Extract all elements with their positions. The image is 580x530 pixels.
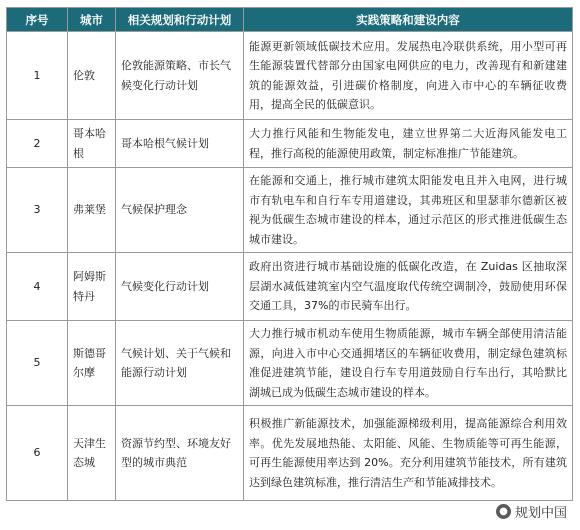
row-index: 5 (7, 321, 68, 406)
row-content: 大力推行风能和生物能发电，建立世界第二大近海风能发电工程，推行高税的能源使用政策，制定标准推广节能建筑。 (244, 120, 573, 168)
header-plan: 相关规划和行动计划 (116, 8, 244, 32)
row-plan: 气候保护理念 (116, 168, 244, 253)
row-index: 3 (7, 168, 68, 253)
row-index: 6 (7, 406, 68, 501)
row-city: 哥本哈根 (68, 120, 116, 168)
table-row (7, 253, 573, 321)
header-city: 城市 (68, 8, 116, 32)
row-city: 伦敦 (68, 32, 116, 120)
row-city: 阿姆斯特丹 (68, 253, 116, 321)
table-row (7, 168, 573, 253)
row-city: 天津生态城 (68, 406, 116, 501)
row-city: 弗莱堡 (68, 168, 116, 253)
table-row (7, 406, 573, 501)
header-index: 序号 (7, 8, 68, 32)
row-content: 大力推行城市机动车使用生物质能源，城市车辆全部使用清洁能源，向进入市中心交通拥堵区的车辆征收费用，制定绿色建筑标准促进建筑节能，建设自行车专用道鼓励自行车出行，其哈默比湖城已成为低碳生态城市建设的样本。 (244, 321, 573, 406)
header-row (7, 8, 573, 32)
table-row (7, 120, 573, 168)
row-content: 在能源和交通上，推行城市建筑太阳能发电且并入电网，进行城市有轨电车和自行车专用道建设，其弗班区和里瑟菲尔德新区被视为低碳生态城市建设的样本，通过示范区的形式推进低碳生态城市建设。 (244, 168, 573, 253)
table-row (7, 321, 573, 406)
watermark-text: 规划中国 (514, 506, 567, 521)
row-content: 积极推广新能源技术，加强能源梯级利用，提高能源综合利用效率。优先发展地热能、太阳能、风能、生物质能等可再生能源，可再生能源使用率达到 20%。充分利用建筑节能技术，所有建筑达到绿色建筑标准，推行清洁生产和节能减排技术。 (244, 406, 573, 501)
row-index: 1 (7, 32, 68, 120)
table-row (7, 32, 573, 120)
row-city: 斯德哥尔摩 (68, 321, 116, 406)
row-plan: 资源节约型、环境友好型的城市典范 (116, 406, 244, 501)
strategy-table (6, 7, 573, 501)
row-plan: 气候变化行动计划 (116, 253, 244, 321)
row-content: 能源更新领域低碳技术应用。发展热电冷联供系统，用小型可再生能源装置代替部分由国家电网供应的电力，改善现有和新建建筑的能源效益，引进碳价格制度，向进入市中心的车辆征收费用，提高全民的低碳意识。 (244, 32, 573, 120)
wechat-icon: ● (496, 504, 511, 519)
row-index: 4 (7, 253, 68, 321)
row-index: 2 (7, 120, 68, 168)
row-plan: 哥本哈根气候计划 (116, 120, 244, 168)
row-content: 政府出资进行城市基础设施的低碳化改造，在 Zuidas 区抽取深层湖水减低建筑室内空气温度取代传统空调制冷，鼓励使用环保交通工具，37%的市民骑车出行。 (244, 253, 573, 321)
row-plan: 气候计划、关于气候和能源行动计划 (116, 321, 244, 406)
row-plan: 伦敦能源策略、市长气候变化行动计划 (116, 32, 244, 120)
header-content: 实践策略和建设内容 (244, 8, 573, 32)
watermark (493, 501, 570, 522)
